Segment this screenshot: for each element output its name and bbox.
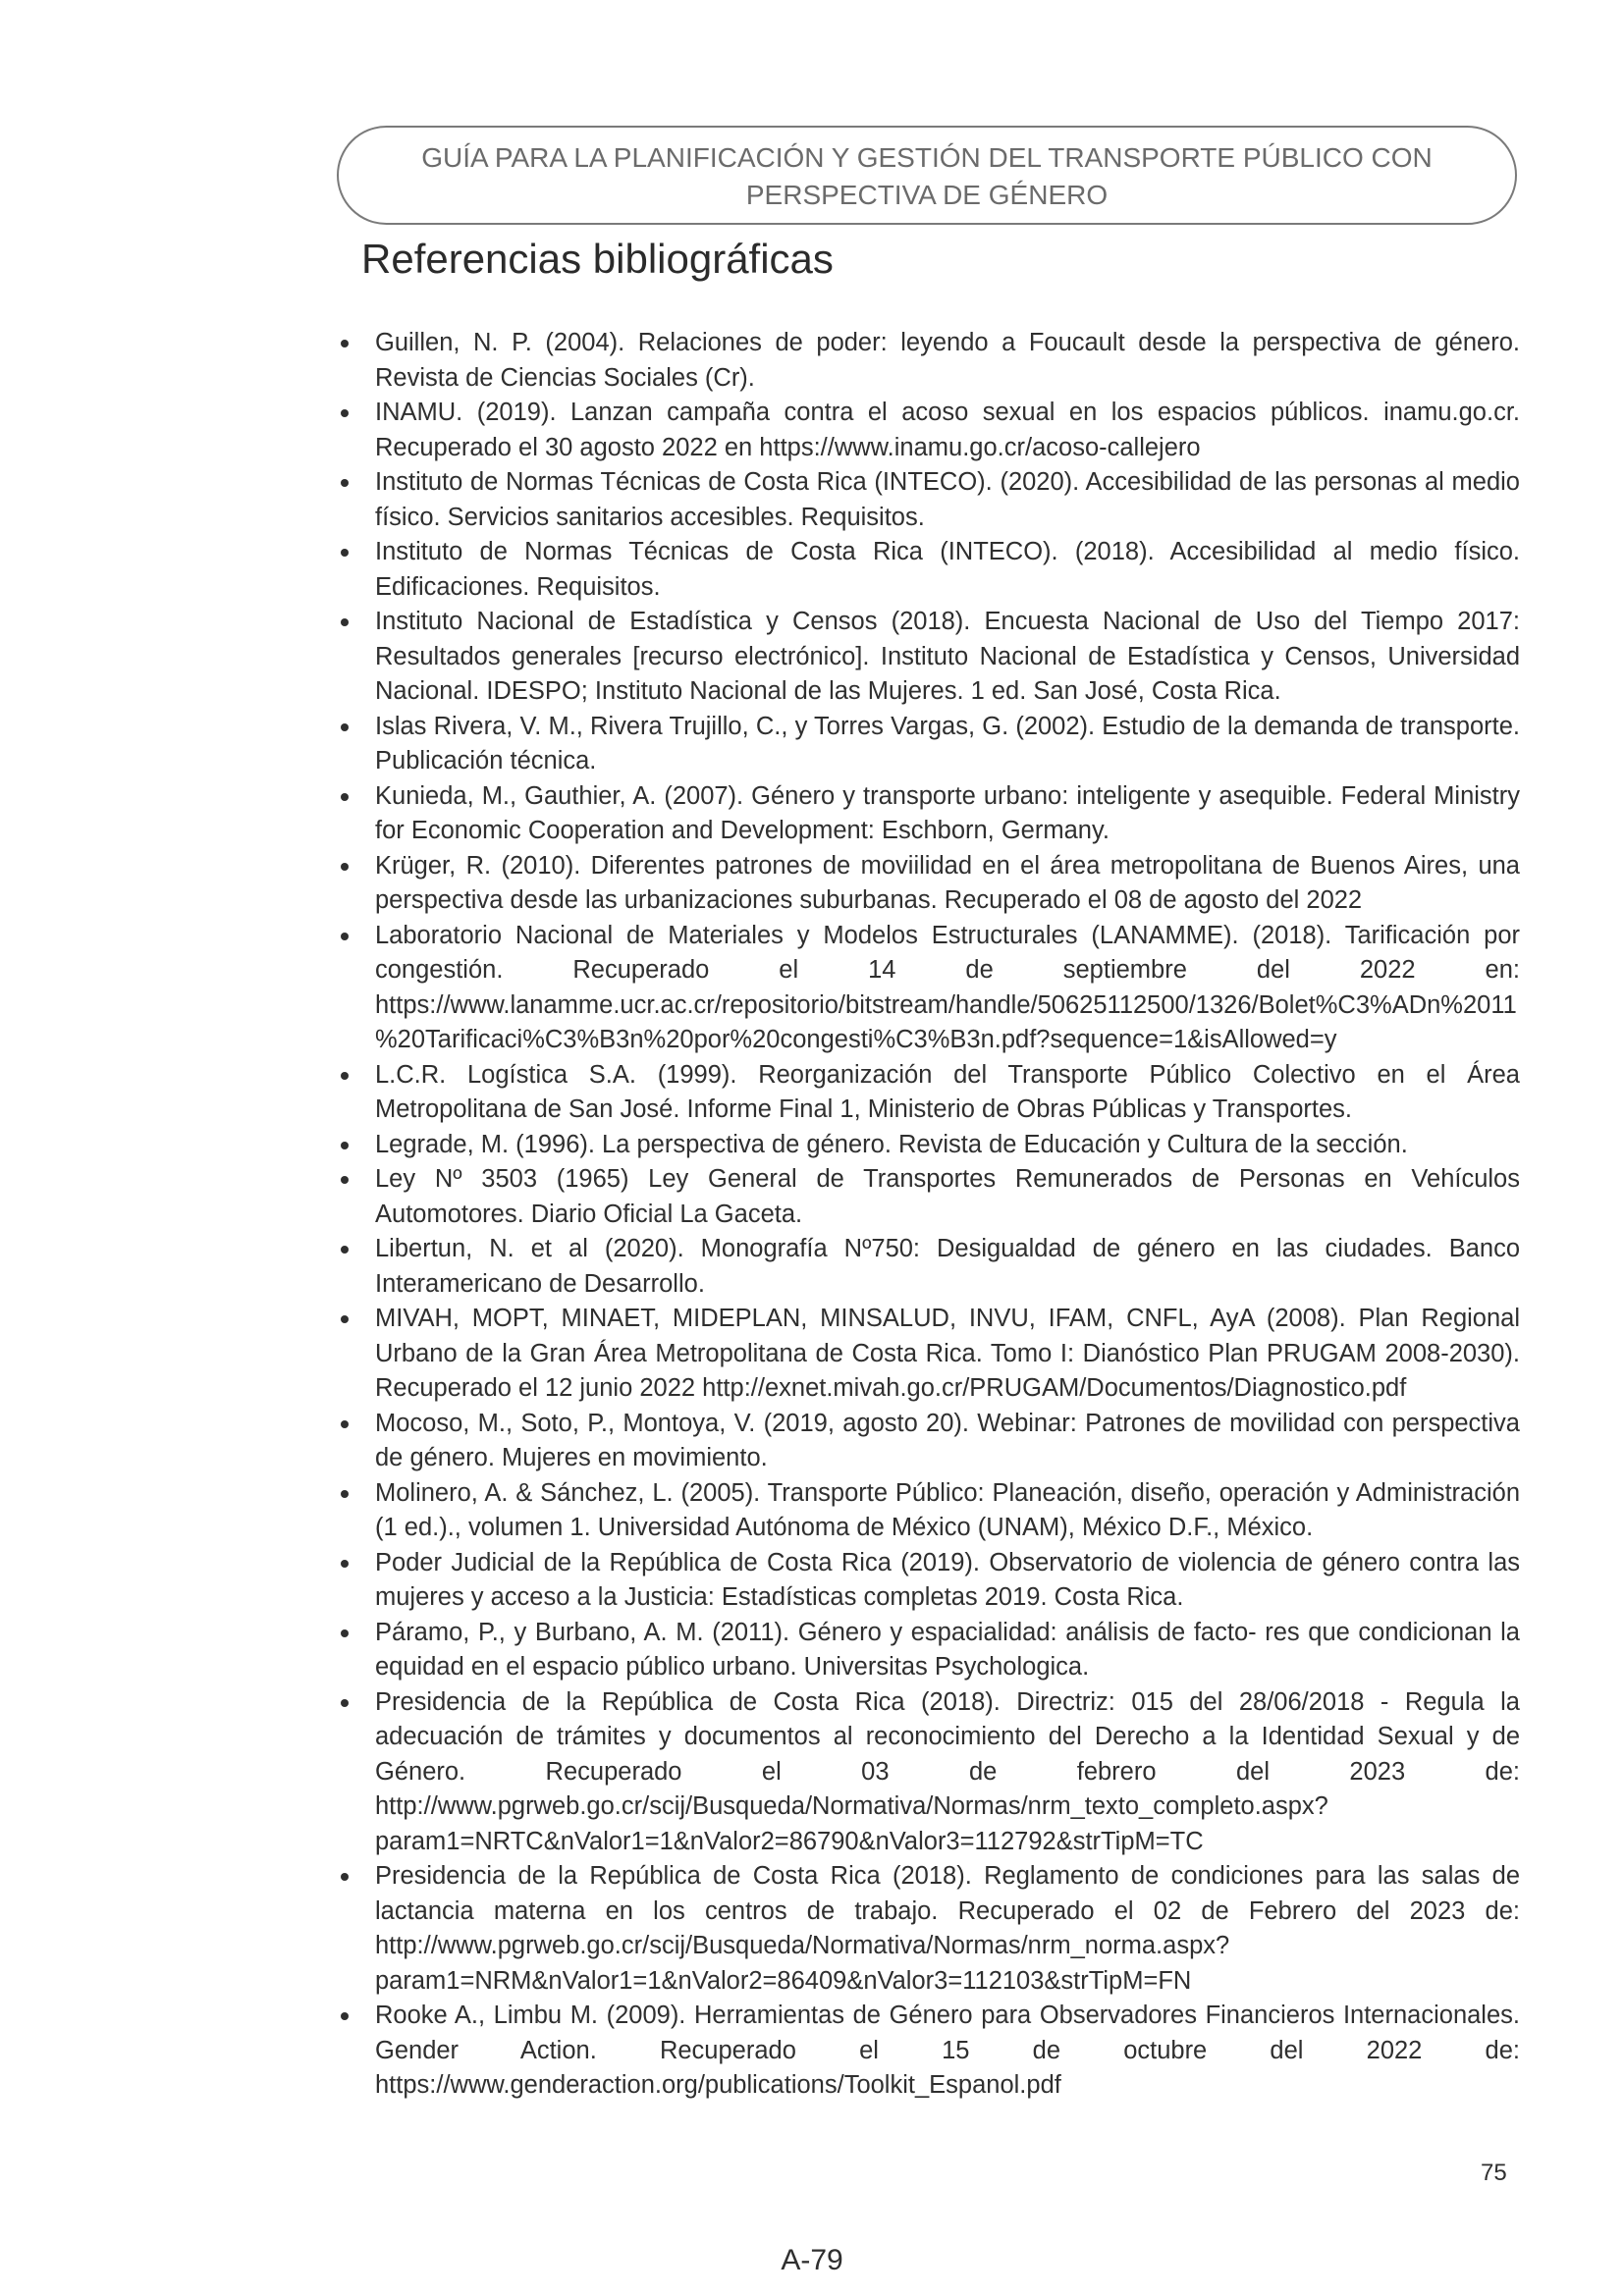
bullet-icon [341, 1873, 349, 1881]
reference-item [334, 1685, 1520, 1860]
bullet-icon [341, 1420, 349, 1428]
reference-item [334, 1546, 1520, 1616]
reference-item [334, 326, 1520, 396]
bullet-icon [341, 1629, 349, 1637]
bullet-icon [341, 549, 349, 557]
reference-text: L.C.R. Logística S.A. (1999). Reorganización del Transporte Público Colectivo en el Área Metropolitana de San José. Informe Final 1, Ministerio de Obras Públicas y Transportes. [375, 1060, 1520, 1123]
reference-text: Libertun, N. et al (2020). Monografía Nº750: Desigualdad de género en las ciudades. Banco Interamericano de Desarrollo. [375, 1235, 1520, 1298]
bullet-icon [341, 340, 349, 347]
reference-item [334, 919, 1520, 1058]
reference-text: Laboratorio Nacional de Materiales y Modelos Estructurales (LANAMME). (2018). Tarificación por congestión. Recuperado el 14 de septiembre del 2022 en: https://www.lanamme.ucr.ac.cr/repositorio/bitstream/handle/50625112500/1326/Bolet%C3%ADn%2011%20Tarificaci%C3%B3n%20por%20congesti%C3%B3n.pdf?sequence=1&isAllowed=y [375, 921, 1520, 1053]
reference-text: Instituto Nacional de Estadística y Censos (2018). Encuesta Nacional de Uso del Tiempo 2017: Resultados generales [recurso electrónico]. Instituto Nacional de Estadística y Censos, Universidad Nacional. IDESPO; Instituto Nacional de las Mujeres. 1 ed. San José, Costa Rica. [375, 608, 1520, 705]
reference-item [334, 1407, 1520, 1476]
bullet-icon [341, 1072, 349, 1080]
reference-item [334, 1476, 1520, 1546]
bullet-icon [341, 618, 349, 626]
bullet-icon [341, 863, 349, 871]
reference-text: Mocoso, M., Soto, P., Montoya, V. (2019, agosto 20). Webinar: Patrones de movilidad con perspectiva de género. Mujeres en movimiento. [375, 1409, 1520, 1471]
bullet-icon [341, 793, 349, 801]
reference-item [334, 1232, 1520, 1302]
reference-item [334, 1859, 1520, 1999]
bullet-icon [341, 1246, 349, 1254]
bullet-icon [341, 1699, 349, 1707]
reference-text: Legrade, M. (1996). La perspectiva de género. Revista de Educación y Cultura de la sección. [375, 1130, 1408, 1158]
reference-text: Molinero, A. & Sánchez, L. (2005). Transporte Público: Planeación, diseño, operación y Administración (1 ed.)., volumen 1. Universidad Autónoma de México (UNAM), México D.F., México. [375, 1478, 1520, 1541]
reference-text: Páramo, P., y Burbano, A. M. (2011). Género y espacialidad: análisis de facto- res que condicionan la equidad en el espacio público urbano. Universitas Psychologica. [375, 1618, 1520, 1681]
reference-text: INAMU. (2019). Lanzan campaña contra el acoso sexual en los espacios públicos. inamu.go.cr. Recuperado el 30 agosto 2022 en https://www.inamu.go.cr/acoso-callejero [375, 399, 1520, 461]
reference-text: Ley Nº 3503 (1965) Ley General de Transportes Remunerados de Personas en Vehículos Automotores. Diario Oficial La Gaceta. [375, 1165, 1520, 1228]
reference-text: Instituto de Normas Técnicas de Costa Rica (INTECO). (2020). Accesibilidad de las personas al medio físico. Servicios sanitarios accesibles. Requisitos. [375, 468, 1520, 531]
reference-item [334, 535, 1520, 605]
reference-text: Presidencia de la República de Costa Rica (2018). Directriz: 015 del 28/06/2018 - Regula la adecuación de trámites y documentos al reconocimiento del Derecho a la Identidad Sexual y de Género. Recuperado el 03 de febrero del 2023 de: http://www.pgrweb.go.cr/scij/Busqueda/Normativa/Normas/nrm_texto_completo.aspx?param1=NRTC&nValor1=1&nValor2=86790&nValor3=112792&strTipM=TC [375, 1687, 1520, 1855]
bullet-icon [341, 1142, 349, 1149]
reference-text: Poder Judicial de la República de Costa Rica (2019). Observatorio de violencia de género contra las mujeres y acceso a la Justicia: Estadísticas completas 2019. Costa Rica. [375, 1548, 1520, 1611]
reference-item [334, 605, 1520, 710]
section-title: Referencias bibliográficas [361, 236, 834, 282]
reference-item [334, 849, 1520, 919]
reference-item [334, 465, 1520, 535]
header-title-line-2: PERSPECTIVA DE GÉNERO [745, 180, 1109, 210]
bullet-icon [341, 1490, 349, 1498]
reference-text: Presidencia de la República de Costa Rica (2018). Reglamento de condiciones para las salas de lactancia materna en los centros de trabajo. Recuperado el 02 de Febrero del 2023 de: http://www.pgrweb.go.cr/scij/Busqueda/Normativa/Normas/nrm_norma.aspx?param1=NRM&nValor1=1&nValor2=86409&nValor3=112103&strTipM=FN [375, 1862, 1520, 1995]
reference-item [334, 1128, 1520, 1163]
reference-text: Instituto de Normas Técnicas de Costa Rica (INTECO). (2018). Accesibilidad al medio físico. Edificaciones. Requisitos. [375, 538, 1520, 601]
page-number: 75 [1481, 2160, 1507, 2186]
reference-text: MIVAH, MOPT, MINAET, MIDEPLAN, MINSALUD, INVU, IFAM, CNFL, AyA (2008). Plan Regional Urbano de la Gran Área Metropolitana de Costa Rica. Tomo I: Dianóstico Plan PRUGAM 2008-2030). Recuperado el 12 junio 2022 http://exnet.mivah.go.cr/PRUGAM/Documentos/Diagnostico.pdf [375, 1305, 1520, 1402]
reference-list [334, 326, 1520, 2104]
bullet-icon [341, 723, 349, 731]
header-title-line-1: GUÍA PARA LA PLANIFICACIÓN Y GESTIÓN DEL TRANSPORTE PÚBLICO CON [421, 142, 1433, 173]
reference-item [334, 1302, 1520, 1407]
reference-item [334, 1162, 1520, 1232]
bullet-icon [341, 409, 349, 417]
bullet-icon [341, 479, 349, 487]
reference-text: Krüger, R. (2010). Diferentes patrones de moviilidad en el área metropolitana de Buenos Aires, una perspectiva desde las urbanizaciones suburbanas. Recuperado el 08 de agosto del 2022 [375, 851, 1520, 914]
reference-item [334, 710, 1520, 779]
bullet-icon [341, 1560, 349, 1568]
reference-item [334, 1616, 1520, 1685]
bullet-icon [341, 933, 349, 940]
reference-text: Rooke A., Limbu M. (2009). Herramientas de Género para Observadores Financieros Internacionales. Gender Action. Recuperado el 15 de octubre del 2022 de: https://www.genderaction.org/publications/Toolkit_Espanol.pdf [375, 2002, 1520, 2099]
bullet-icon [341, 1315, 349, 1323]
reference-text: Guillen, N. P. (2004). Relaciones de poder: leyendo a Foucault desde la perspectiva de género. Revista de Ciencias Sociales (Cr). [375, 329, 1520, 392]
reference-item [334, 1058, 1520, 1128]
document-header [337, 126, 1517, 225]
reference-text: Kunieda, M., Gauthier, A. (2007). Género y transporte urbano: inteligente y asequible. Federal Ministry for Economic Cooperation and Development: Eschborn, Germany. [375, 781, 1520, 844]
reference-item [334, 396, 1520, 465]
reference-item [334, 1999, 1520, 2104]
bullet-icon [341, 2012, 349, 2020]
bullet-icon [341, 1176, 349, 1184]
footer-page-code: A-79 [781, 2244, 843, 2276]
reference-item [334, 779, 1520, 849]
reference-text: Islas Rivera, V. M., Rivera Trujillo, C., y Torres Vargas, G. (2002). Estudio de la demanda de transporte. Publicación técnica. [375, 712, 1520, 774]
